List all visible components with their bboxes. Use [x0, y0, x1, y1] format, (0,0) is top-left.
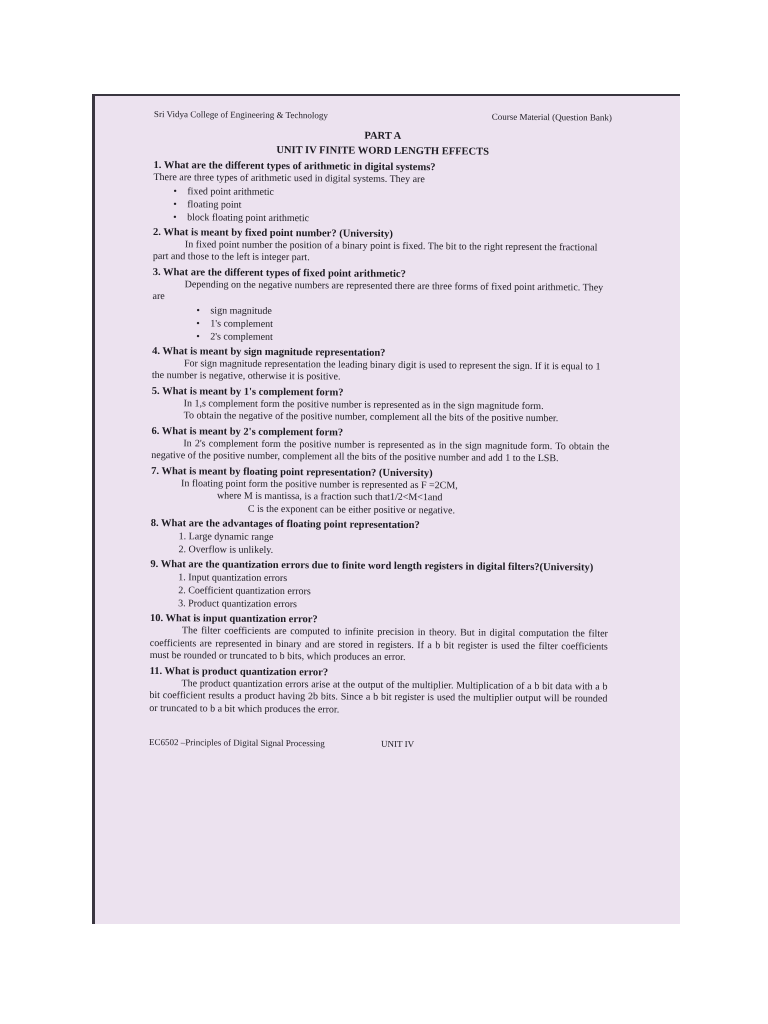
- answer-2: In fixed point number the position of a binary point is fixed. The bit to the right represent the fractional part and those to the left is integer part.: [152, 238, 598, 264]
- part-title: PART A: [364, 130, 402, 142]
- question-6: 6. What is meant by 2's complement form?: [151, 425, 344, 438]
- list-item: 1. Large dynamic range: [178, 531, 274, 543]
- list-item: • block floating point arithmetic: [187, 211, 611, 227]
- answer-10: The filter coefficients are computed to infinite precision in theory. But in digital computation the filter coefficients are represented in binary and are stored in registers. If a b bit register is used the filter coefficients must be rounded or truncated to b bits, which produces an error.: [149, 625, 608, 663]
- course-name: EC6502 –Principles of Digital Signal Processing: [148, 736, 325, 749]
- list-item: 2. Coefficient quantization errors: [178, 585, 311, 598]
- list-item: 1. Input quantization errors: [178, 572, 288, 585]
- page-footer: [149, 737, 607, 751]
- answer-7-line-2: where M is mantissa, is a fraction such that1/2<M<1and: [216, 490, 443, 504]
- answer-1-list: [153, 184, 611, 227]
- question-4: 4. What is meant by sign magnitude representation?: [152, 345, 386, 359]
- question-8: 8. What are the advantages of floating point representation?: [150, 517, 420, 532]
- list-item: • sign magnitude: [210, 304, 610, 320]
- answer-9-list: [150, 571, 608, 614]
- scanned-page: [92, 94, 680, 924]
- list-item: • 2's complement: [210, 330, 610, 346]
- answer-3: Depending on the negative numbers are represented there are three forms of fixed point arithmetic. They are: [152, 278, 604, 303]
- page-content: [149, 109, 612, 751]
- question-7: 7. What is meant by floating point representation? (University): [151, 465, 433, 479]
- answer-3-list: [152, 303, 610, 346]
- list-item: • fixed point arithmetic: [187, 185, 611, 201]
- answer-6: In 2's complement form the positive number is represented as in the sign magnitude form. To obtain the negative of the positive number, complement all the bits of the positive number and add 1 to the LSB.: [151, 437, 610, 465]
- list-item: • floating point: [187, 198, 611, 214]
- answer-7-line-1: In floating point form the positive number is represented as F =2CM,: [181, 477, 458, 491]
- question-11: 11. What is product quantization error?: [149, 665, 329, 678]
- list-item: • 1's complement: [210, 317, 610, 333]
- question-9: 9. What are the quantization errors due to finite word length registers in digital filters?(University): [150, 558, 594, 574]
- page-header: [154, 109, 612, 123]
- answer-7-line-3: C is the exponent can be either positive or negative.: [247, 503, 456, 516]
- unit-title: UNIT IV FINITE WORD LENGTH EFFECTS: [276, 144, 490, 158]
- material-type: Course Material (Question Bank): [491, 111, 612, 123]
- answer-8-list: [150, 530, 608, 560]
- answer-4: For sign magnitude representation the leading binary digit is used to represent the sign. If it is equal to 1 the number is negative, otherwise it is positive.: [151, 357, 601, 383]
- answer-11: The product quantization errors arise at the output of the multiplier. Multiplication of a b bit data with a b bit coefficient results a product having 2b bits. Since a b bit register is used the multiplier output will be rounded or truncated to b a bit which produces the error.: [149, 677, 608, 715]
- question-3: 3. What are the different types of fixed point arithmetic?: [152, 266, 406, 280]
- answer-5-line-1: In 1,s complement form the positive number is represented as in the sign magnitude form.: [183, 397, 544, 412]
- answer-1: There are three types of arithmetic used in digital systems. They are: [153, 171, 425, 186]
- answer-5-line-2: To obtain the negative of the positive number, complement all the bits of the positive number.: [183, 410, 559, 425]
- college-name: Sri Vidya College of Engineering & Technology: [153, 109, 328, 121]
- list-item: 2. Overflow is unlikely.: [178, 544, 274, 556]
- question-1: 1. What are the different types of arithmetic in digital systems?: [153, 159, 436, 174]
- question-10: 10. What is input quantization error?: [149, 612, 318, 626]
- list-item: 3. Product quantization errors: [178, 598, 298, 611]
- question-5: 5. What is meant by 1's complement form?: [151, 385, 344, 398]
- question-2: 2. What is meant by fixed point number? (University): [152, 226, 393, 240]
- unit-label: UNIT IV: [380, 738, 415, 750]
